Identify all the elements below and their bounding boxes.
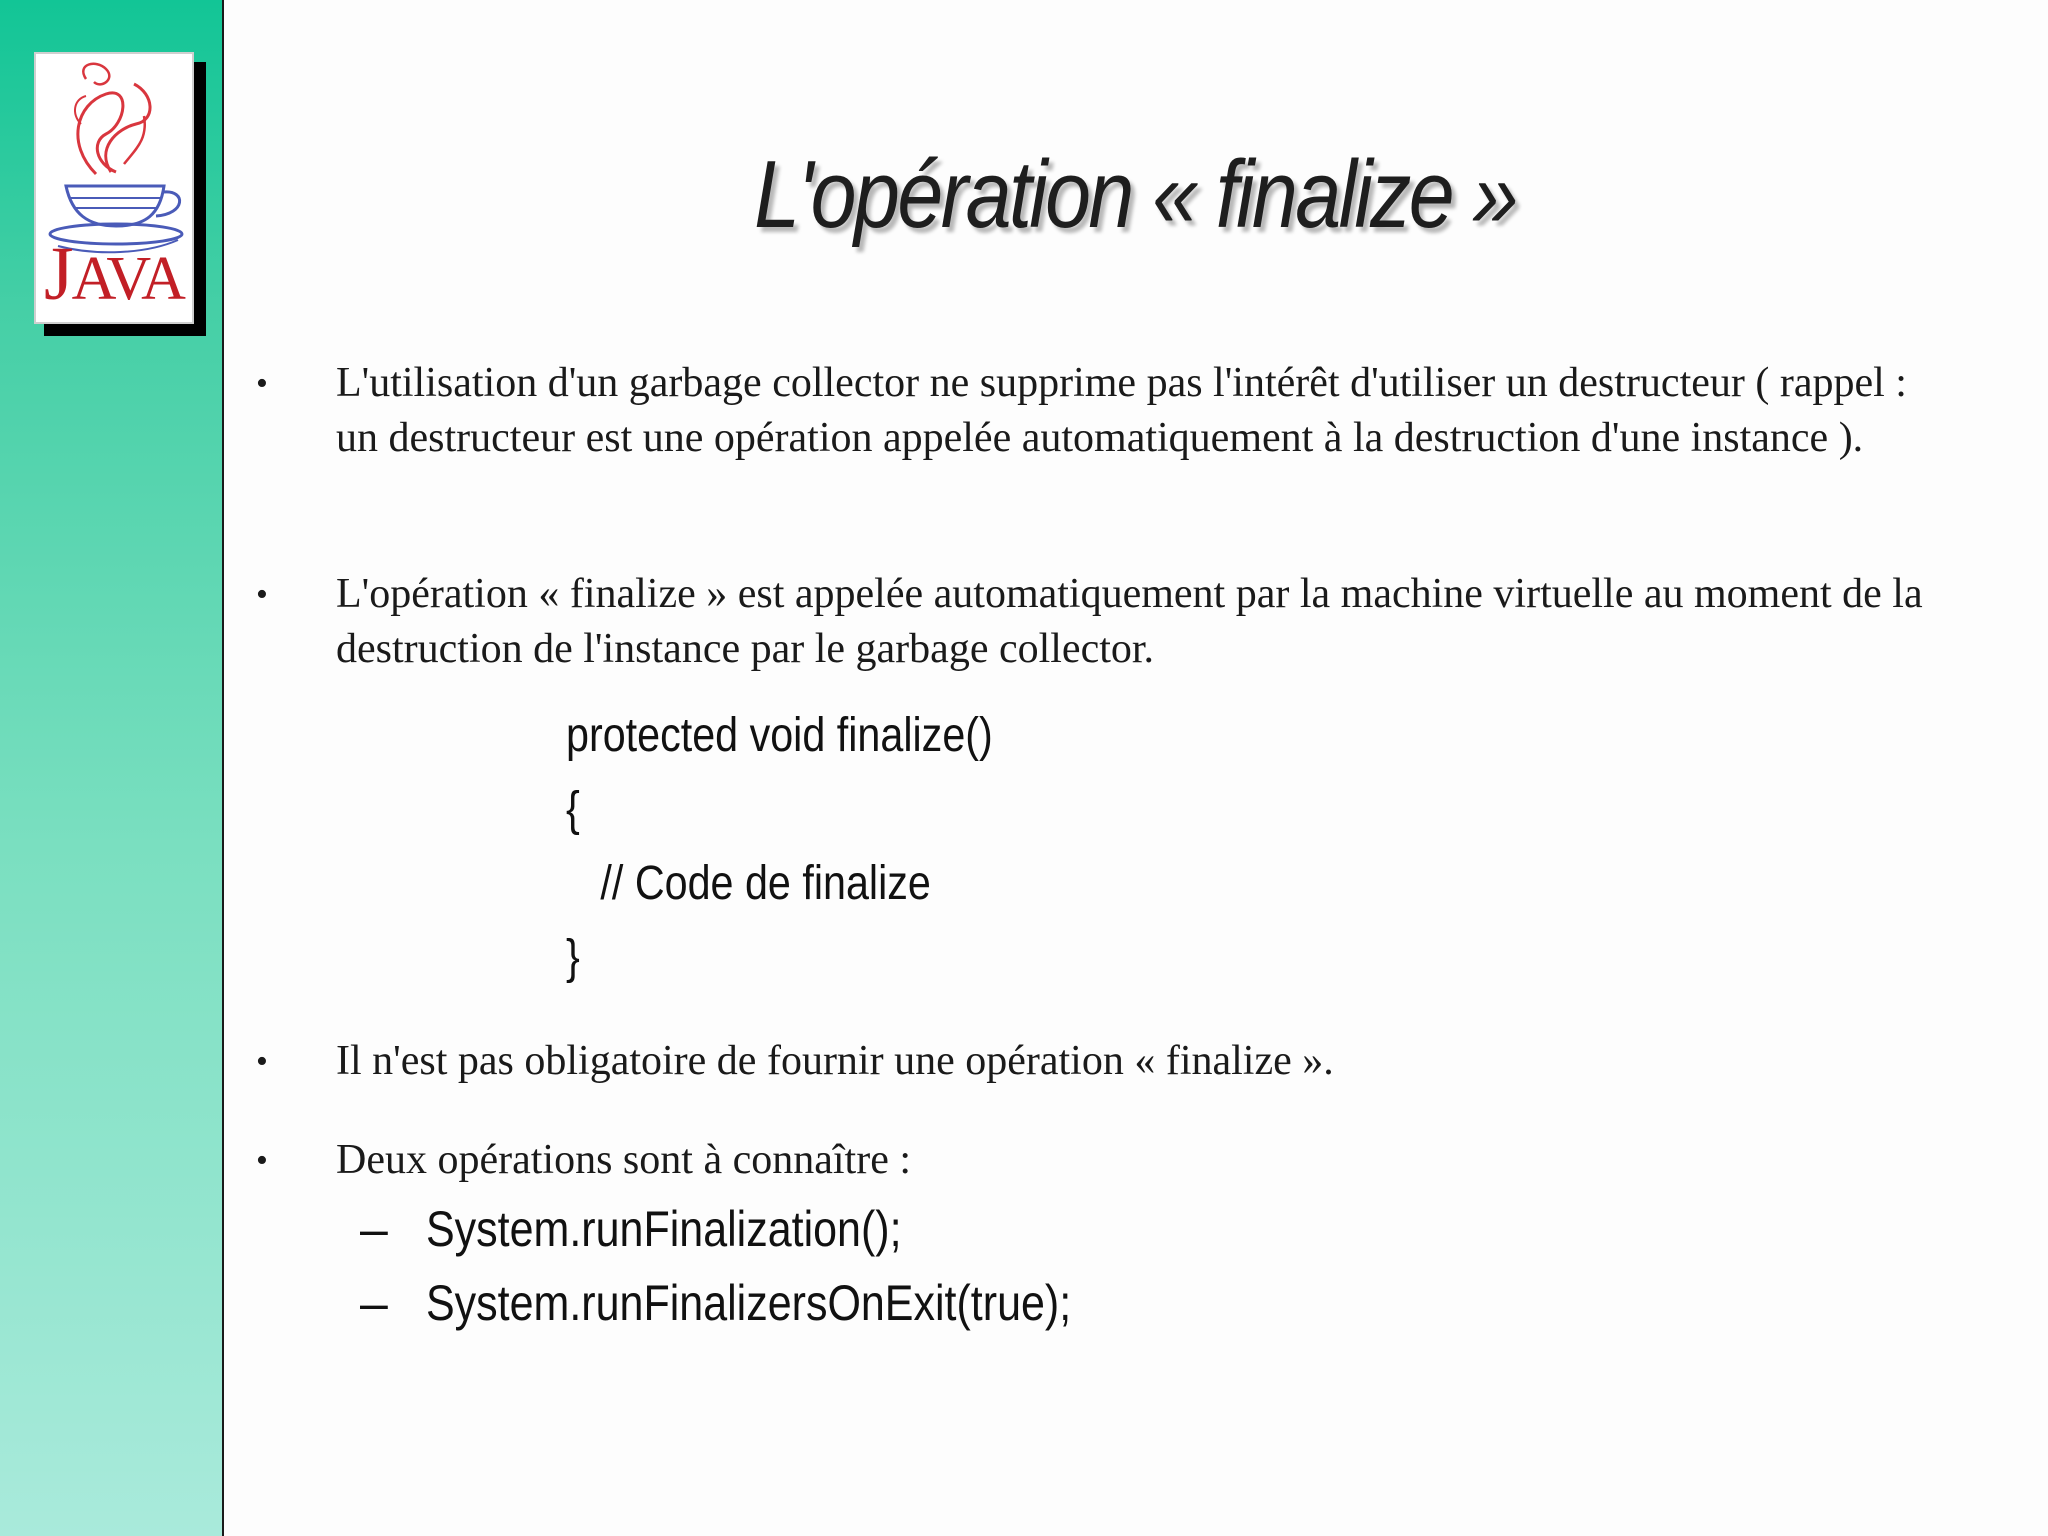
sub-list-marker: – xyxy=(360,1275,388,1331)
code-line: { xyxy=(566,783,580,836)
code-line: } xyxy=(566,931,580,984)
java-logo xyxy=(34,52,194,324)
code-line: protected void finalize() xyxy=(566,709,993,762)
bullet-text: Deux opérations sont à connaître : xyxy=(336,1137,911,1183)
bullet-text: Il n'est pas obligatoire de fournir une opération « finalize ». xyxy=(336,1038,1334,1084)
code-line: // Code de finalize xyxy=(566,857,931,910)
bullet-marker: • xyxy=(256,365,268,402)
bullet-text: L'utilisation d'un garbage collector ne supprime pas l'intérêt d'utiliser un destructeur ( rappel : un destructeur est une opération appelée automatiquement à la destruction d'une instance ). xyxy=(336,360,1907,461)
sidebar-panel xyxy=(0,0,224,1536)
sub-list-text: System.runFinalization(); xyxy=(426,1201,902,1257)
sub-list-marker: – xyxy=(360,1201,388,1257)
sub-list-text: System.runFinalizersOnExit(true); xyxy=(426,1275,1072,1331)
java-logo-text: JAVA xyxy=(44,232,184,316)
slide-title: L'opération « finalize » xyxy=(754,141,1516,248)
bullet-marker: • xyxy=(256,1043,268,1080)
bullet-marker: • xyxy=(256,576,268,613)
bullet-text: L'opération « finalize » est appelée automatiquement par la machine virtuelle au moment de la destruction de l'instance par le garbage collector. xyxy=(336,571,1923,672)
bullet-marker: • xyxy=(256,1142,268,1179)
